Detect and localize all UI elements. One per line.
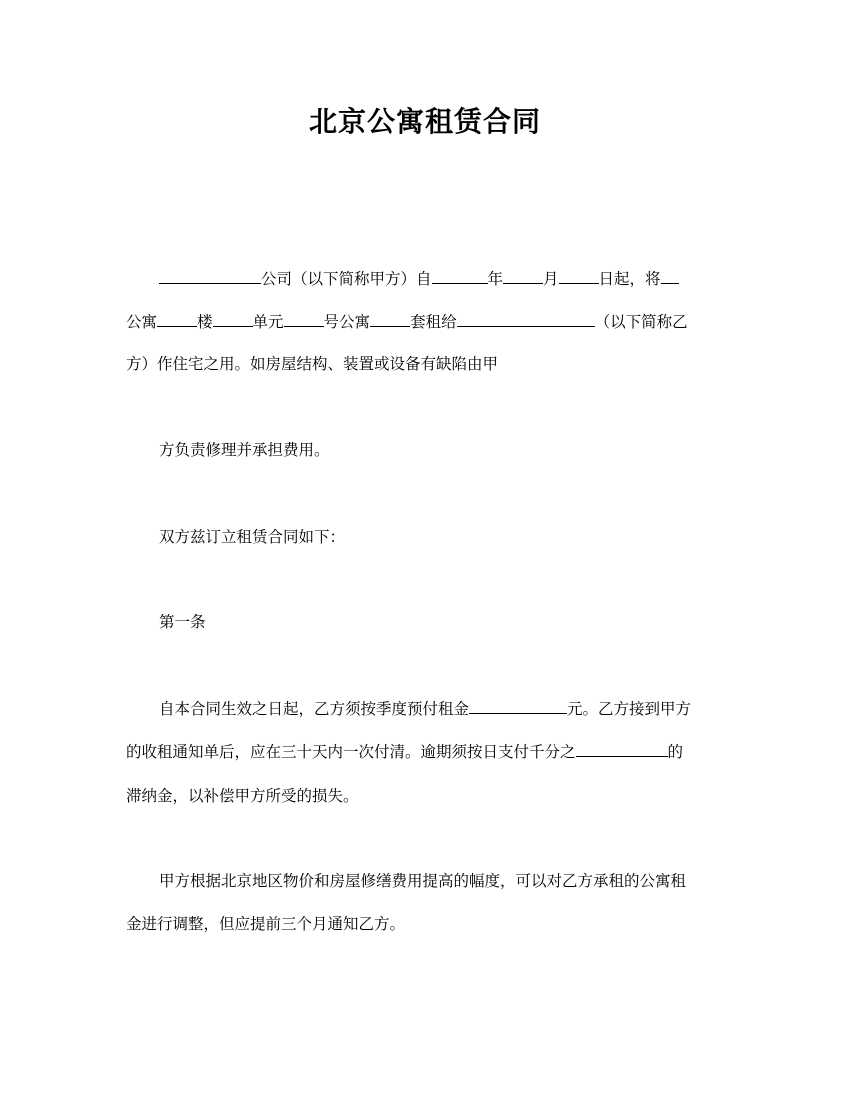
para1-line2-text6: （以下简称乙 [594,313,688,331]
para4-line3: 滞纳金，以补偿甲方所受的损失。 [126,787,359,805]
blank-apartment-number [284,311,324,327]
para1-line1-text1: 公司（以下简称甲方）自 [261,270,432,288]
blank-month [503,268,543,284]
para4-line1 [159,698,726,720]
blank-tenant-name [457,311,595,327]
para1-line2-text3: 单元 [252,313,284,331]
para4-line2-text2: 的 [667,743,684,761]
blank-year [432,268,488,284]
para4-line2-text1: 的收租通知单后，应在三十天内一次付清。逾期须按日支付千分之 [126,743,576,761]
blank-company-name [159,268,261,284]
blank-rent-amount [469,698,567,714]
para1-line1-text4: 日起，将 [598,270,661,288]
para1-line2-text4: 号公寓 [323,313,371,331]
document-title: 北京公寓租赁合同 [308,105,541,138]
blank-location [661,268,679,284]
para1-line1 [159,268,726,290]
para1-line3: 方）作住宅之用。如房屋结构、装置或设备有缺陷由甲 [126,355,499,373]
blank-unit [213,311,253,327]
blank-late-fee-rate [576,741,668,757]
para5-line1: 甲方根据北京地区物价和房屋修缮费用提高的幅度，可以对乙方承租的公寓租 [159,872,687,890]
para1-line1-text3: 月 [543,270,559,288]
para2-line1: 方负责修理并承担费用。 [159,441,330,459]
blank-suite-count [370,311,410,327]
para4-line2 [126,741,726,763]
para1-line2-text2: 楼 [197,313,213,331]
para1-line2-text1: 公寓 [126,313,158,331]
blank-building [157,311,197,327]
blank-day [559,268,599,284]
para5-line2: 金进行调整，但应提前三个月通知乙方。 [126,915,406,933]
para1-line2-text5: 套租给 [410,313,457,331]
para1-line2 [126,311,726,333]
para1-line1-text2: 年 [487,270,504,288]
para3-line1: 双方兹订立租赁合同如下： [159,528,346,546]
para4-line1-text1: 自本合同生效之日起，乙方须按季度预付租金 [159,700,470,718]
article1-heading: 第一条 [159,613,206,631]
para4-line1-text2: 元。乙方接到甲方 [567,700,692,718]
